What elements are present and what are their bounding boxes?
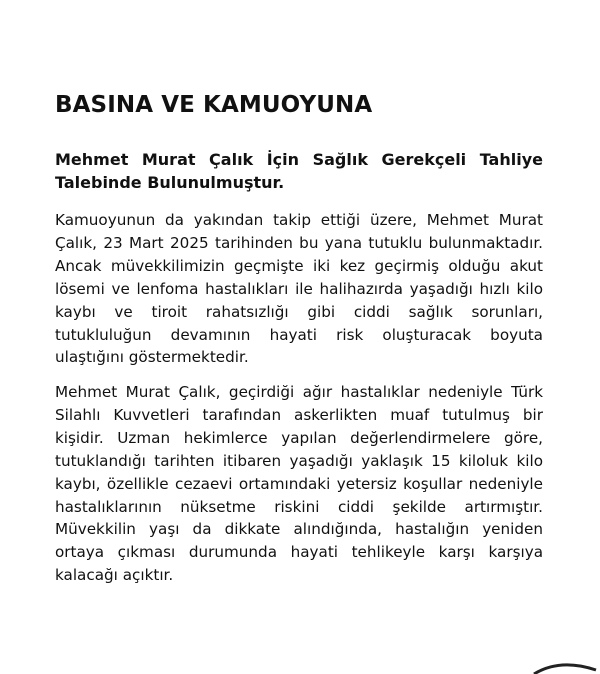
paragraph-1: Kamuoyunun da yakından takip ettiği üzere, Mehmet Murat Çalık, 23 Mart 2025 tarihinden bu yana tutuklu bulunmaktadır. Ancak müvekkilimizin geçmişte iki kez geçirmiş olduğu akut lösemi ve lenfoma hastalıkları ile halihazırda yaşadığı hızlı kilo kaybı ve tiroit rahatsızlığı gibi ciddi sağlık sorunları, tutukluluğun devamının hayati risk oluşturacak boyuta ulaştığını göstermektedir. (55, 211, 543, 367)
press-release (55, 0, 545, 674)
paragraph-2: Mehmet Murat Çalık, geçirdiği ağır hastalıklar nedeniyle Türk Silahlı Kuvvetleri tarafından askerlikten muaf tutulmuş bir kişidir. Uzman hekimlerce yapılan değerlendirmelere göre, tutuklandığı tarihten itibaren yaşadığı yaklaşık 15 kiloluk kilo kaybı, özellikle cezaevi ortamındaki yetersiz koşullar nedeniyle hastalıklarının nüksetme riskini ciddi şekilde artırmıştır. Müvekkilin yaşı da dikkate alındığında, hastalığın yeniden ortaya çıkması durumunda hayati tehlikeyle karşı karşıya kalacağı açıktır. (55, 383, 543, 585)
subtitle: Mehmet Murat Çalık İçin Sağlık Gerekçeli Tahliye Talebinde Bulunulmuştur. (55, 150, 543, 192)
page-title: BASINA VE KAMUOYUNA (55, 92, 373, 118)
logo-fragment-icon (530, 660, 600, 674)
